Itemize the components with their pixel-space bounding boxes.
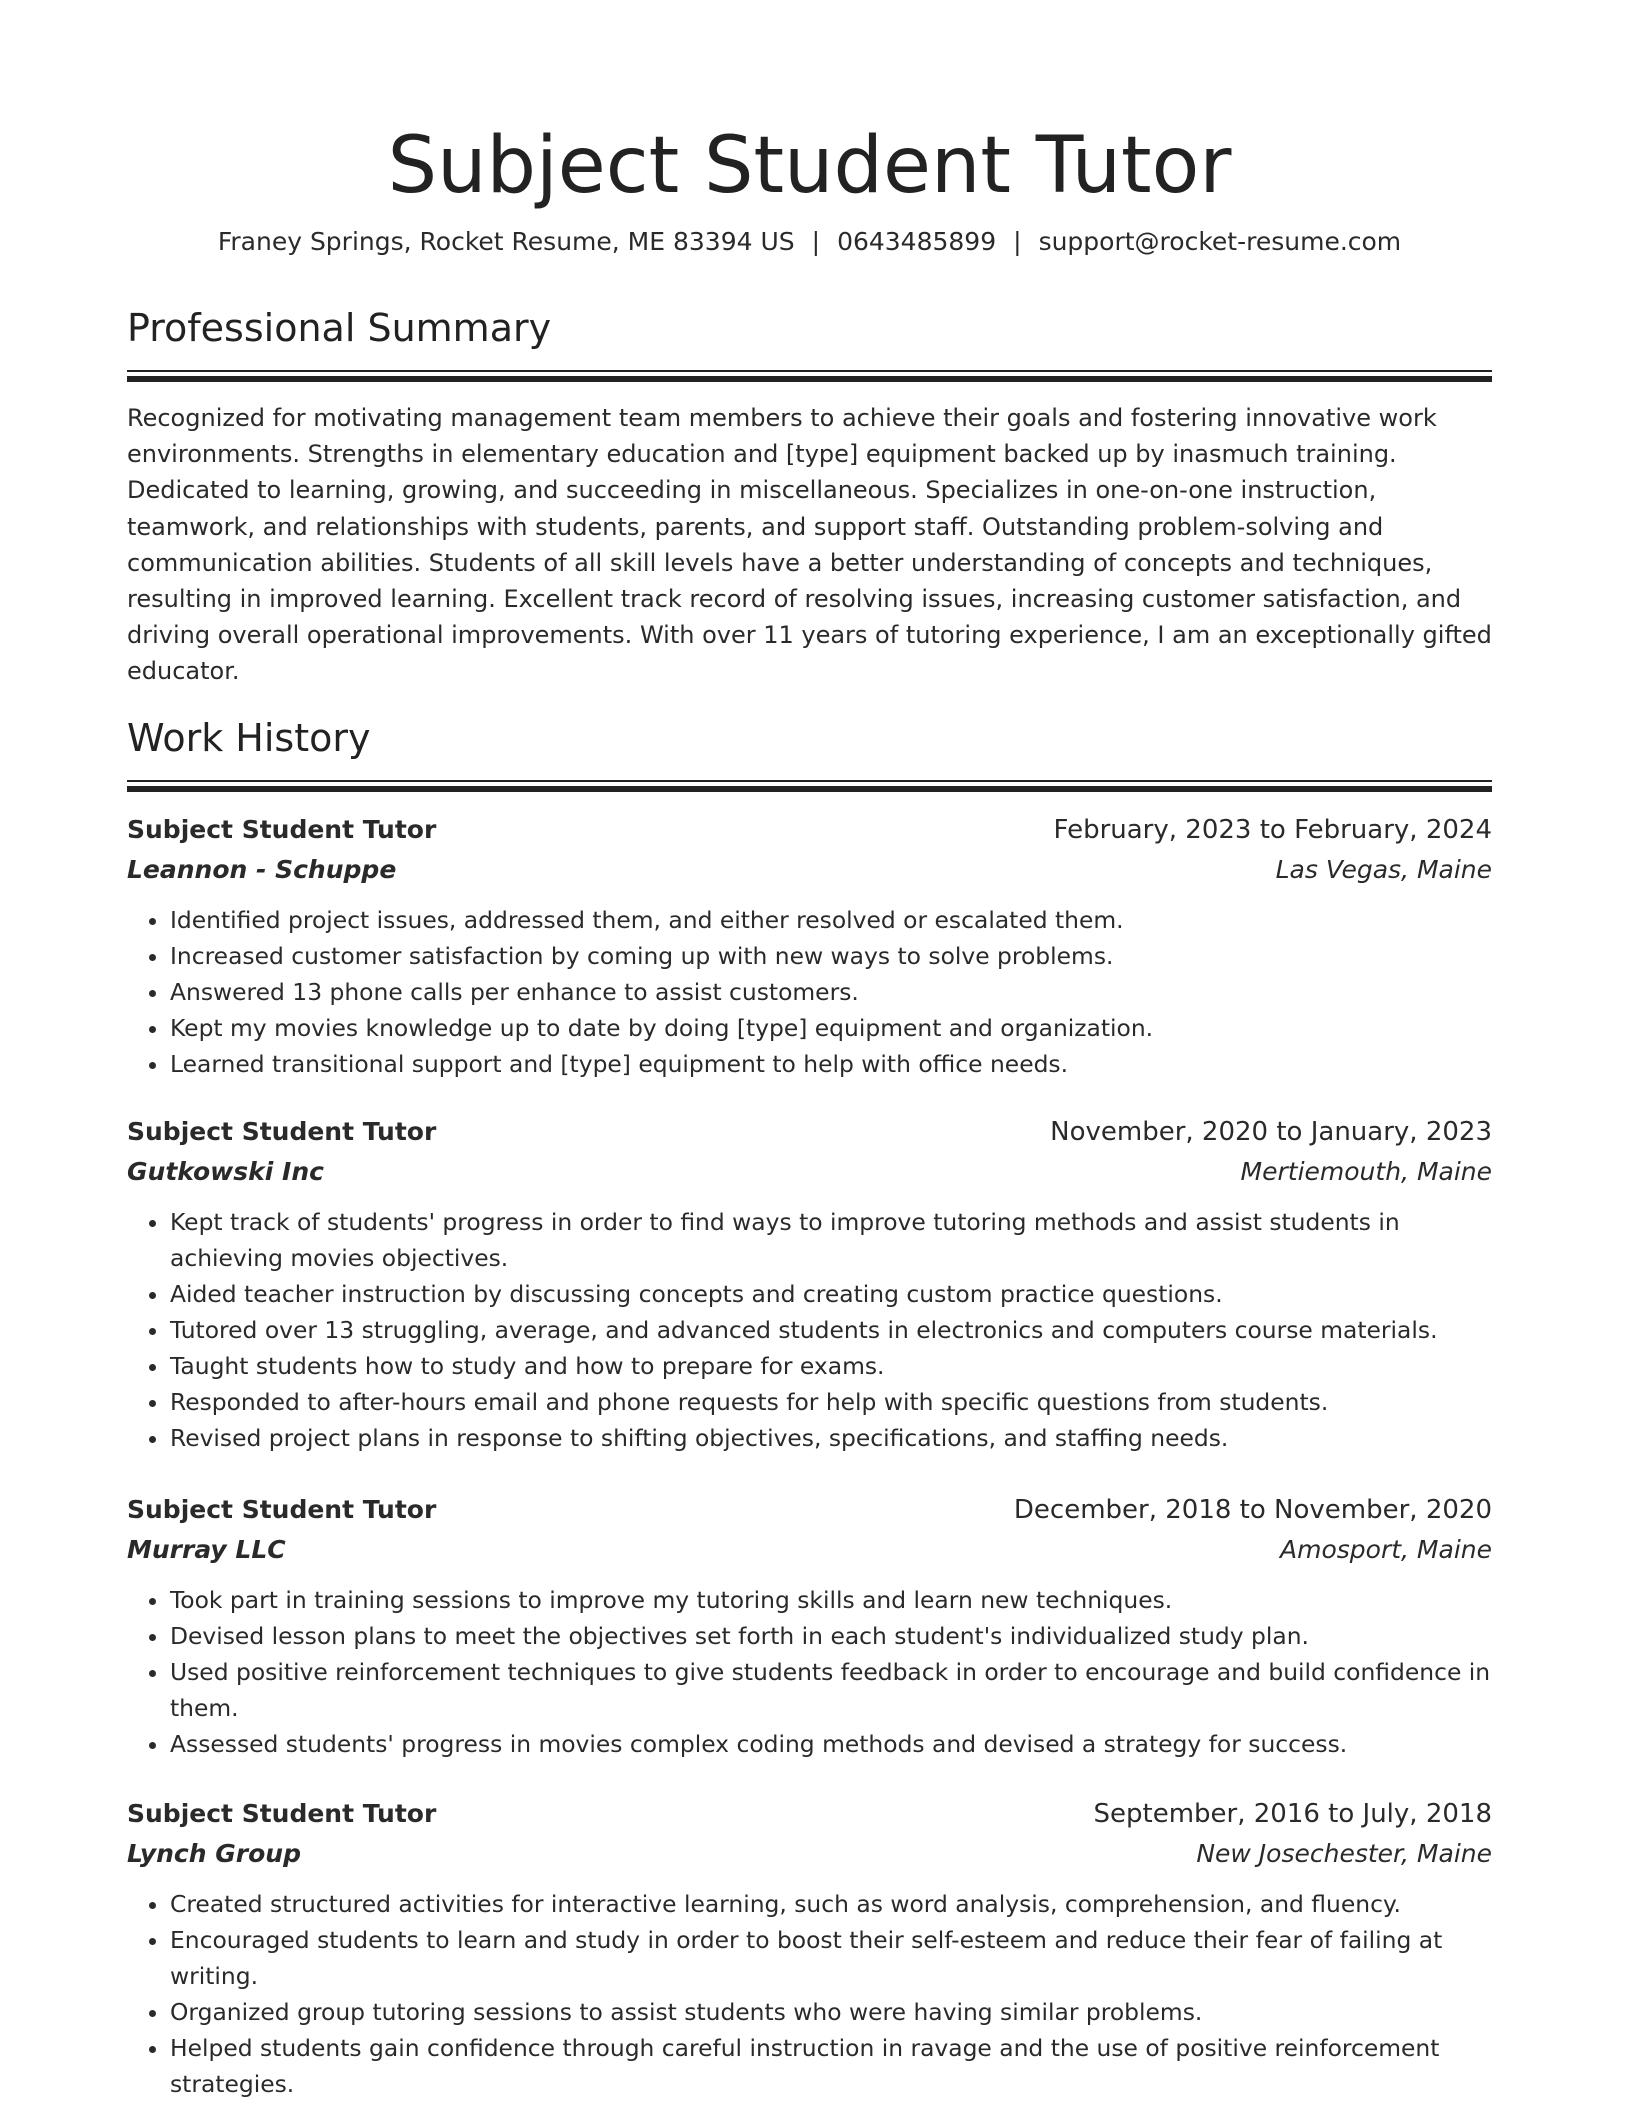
job-bullet: • Responded to after-hours email and phone requests for help with specific questions from students.: [170, 1384, 1492, 1420]
job-bullet: • Kept my movies knowledge up to date by doing [type] equipment and organization.: [170, 1010, 1492, 1046]
job-entry: [127, 1794, 1492, 2102]
job-title: Subject Student Tutor: [127, 1494, 437, 1524]
job-company: Lynch Group: [127, 1838, 301, 1868]
job-company: Gutkowski Inc: [127, 1156, 324, 1186]
job-bullets: [127, 1886, 1492, 2102]
job-company-row: [127, 1152, 1492, 1192]
section-divider: [127, 780, 1492, 790]
job-header-row: [127, 1490, 1492, 1530]
job-bullet: • Answered 13 phone calls per enhance to assist customers.: [170, 974, 1492, 1010]
resume-name: Subject Student Tutor: [387, 121, 1232, 211]
job-bullet: • Assessed students' progress in movies complex coding methods and devised a strategy for success.: [170, 1726, 1492, 1762]
section-divider: [127, 370, 1492, 380]
job-dates: November, 2020 to January, 2023: [1050, 1116, 1492, 1147]
job-title: Subject Student Tutor: [127, 1798, 437, 1828]
job-bullet: • Aided teacher instruction by discussing concepts and creating custom practice questions.: [170, 1276, 1492, 1312]
job-company-row: [127, 850, 1492, 890]
job-bullet: • Encouraged students to learn and study in order to boost their self-esteem and reduce their fear of failing at writing.: [170, 1922, 1492, 1994]
job-dates: February, 2023 to February, 2024: [1053, 814, 1492, 845]
work-history-heading: Work History: [127, 715, 371, 760]
job-company-row: [127, 1530, 1492, 1570]
job-bullet: • Organized group tutoring sessions to assist students who were having similar problems.: [170, 1994, 1492, 2030]
job-bullet: • Helped students gain confidence through careful instruction in ravage and the use of positive reinforcement strategies.: [170, 2030, 1492, 2102]
job-entry: [127, 1490, 1492, 1762]
job-bullet: • Devised lesson plans to meet the objectives set forth in each student's individualized study plan.: [170, 1618, 1492, 1654]
job-bullets: [127, 902, 1492, 1082]
job-company-row: [127, 1834, 1492, 1874]
job-entry: [127, 1112, 1492, 1456]
contact-address: Franey Springs, Rocket Resume, ME 83394 US: [217, 227, 795, 256]
contact-separator: |: [1013, 227, 1022, 256]
job-bullet: • Created structured activities for interactive learning, such as word analysis, comprehension, and fluency.: [170, 1886, 1492, 1922]
job-bullet: • Used positive reinforcement techniques to give students feedback in order to encourage and build confidence in them.: [170, 1654, 1492, 1726]
job-header-row: [127, 1794, 1492, 1834]
job-bullet: • Taught students how to study and how to prepare for exams.: [170, 1348, 1492, 1384]
job-location: Amosport, Maine: [1280, 1534, 1492, 1564]
job-bullet: • Identified project issues, addressed them, and either resolved or escalated them.: [170, 902, 1492, 938]
resume-page: [127, 0, 1492, 2102]
job-bullet: • Took part in training sessions to improve my tutoring skills and learn new techniques.: [170, 1582, 1492, 1618]
job-bullet: • Tutored over 13 struggling, average, and advanced students in electronics and computers course materials.: [170, 1312, 1492, 1348]
summary-text: Recognized for motivating management team members to achieve their goals and fostering innovative work environments. Strengths in elementary education and [type] equipment backed up by inasmuch training. Dedicated to learning, growing, and succeeding in miscellaneous. Specializes in one-on-one instruction, teamwork, and relationships with students, parents, and support staff. Outstanding problem-solving and communication abilities. Students of all skill levels have a better understanding of concepts and techniques, resulting in improved learning. Excellent track record of resolving issues, increasing customer satisfaction, and driving overall operational improvements. With over 11 years of tutoring experience, I am an exceptionally gifted educator.: [127, 404, 1492, 686]
job-title: Subject Student Tutor: [127, 814, 437, 844]
contact-phone: 0643485899: [837, 227, 997, 256]
job-bullets: [127, 1204, 1492, 1456]
job-bullets: [127, 1582, 1492, 1762]
job-dates: December, 2018 to November, 2020: [1013, 1494, 1492, 1525]
job-bullet: • Learned transitional support and [type] equipment to help with office needs.: [170, 1046, 1492, 1082]
job-company: Murray LLC: [127, 1534, 286, 1564]
job-bullet: • Revised project plans in response to shifting objectives, specifications, and staffing needs.: [170, 1420, 1492, 1456]
job-title: Subject Student Tutor: [127, 1116, 437, 1146]
job-bullet: • Kept track of students' progress in order to find ways to improve tutoring methods and assist students in achieving movies objectives.: [170, 1204, 1492, 1276]
job-company: Leannon - Schuppe: [127, 854, 397, 884]
job-header-row: [127, 1112, 1492, 1152]
job-location: New Josechester, Maine: [1196, 1838, 1492, 1868]
contact-email: support@rocket-resume.com: [1038, 227, 1402, 256]
job-header-row: [127, 810, 1492, 850]
job-location: Las Vegas, Maine: [1275, 854, 1492, 884]
job-location: Mertiemouth, Maine: [1240, 1156, 1492, 1186]
summary-heading: Professional Summary: [127, 306, 552, 350]
contact-line: [127, 224, 1492, 260]
job-bullet: • Increased customer satisfaction by coming up with new ways to solve problems.: [170, 938, 1492, 974]
job-dates: September, 2016 to July, 2018: [1093, 1798, 1492, 1829]
contact-separator: |: [811, 227, 821, 256]
job-entry: [127, 810, 1492, 1082]
